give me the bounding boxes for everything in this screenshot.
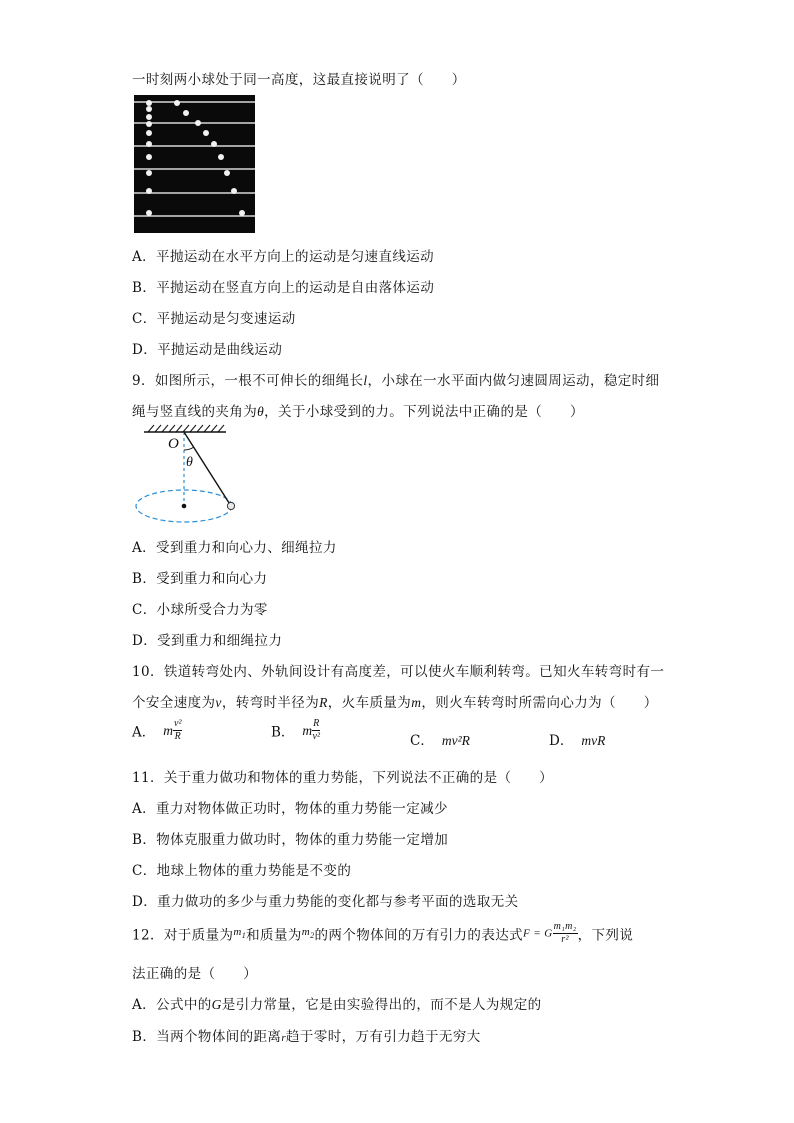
fig-label-O: O xyxy=(168,436,179,452)
q10-option-a: A． m $\frac{\text{v²}}{R}$ xyxy=(132,718,182,742)
q9-option-d: D．受到重力和细绳拉力 xyxy=(132,633,283,649)
q11-option-d: D．重力做功的多少与重力势能的变化都与参考平面的选取无关 xyxy=(132,894,519,910)
q11-option-c: C．地球上物体的重力势能是不变的 xyxy=(132,863,352,879)
q9-stem-line2: 绳与竖直线的夹角为θ，关于小球受到的力。下列说法中正确的是（ ） xyxy=(132,404,584,420)
q10-option-c: C． mv²R xyxy=(410,733,470,749)
q10-option-d: D． mvR xyxy=(549,733,606,749)
fig-label-theta: θ xyxy=(186,455,193,470)
ball xyxy=(227,502,234,509)
q12-option-b: B．当两个物体间的距离r趋于零时，万有引力趋于无穷大 xyxy=(132,1029,481,1045)
q8-option-b: B．平抛运动在竖直方向上的运动是自由落体运动 xyxy=(132,280,435,296)
q8-stem-tail: 一时刻两小球处于同一高度，这最直接说明了（ ） xyxy=(132,72,466,88)
q12-option-a: A．公式中的G是引力常量，它是由实验得出的，而不是人为规定的 xyxy=(132,997,542,1013)
q8-option-c: C．平抛运动是匀变速运动 xyxy=(132,311,296,327)
q8-option-d: D．平抛运动是曲线运动 xyxy=(132,342,283,358)
q11-option-a: A．重力对物体做正功时，物体的重力势能一定减少 xyxy=(132,801,448,817)
q9-conical-pendulum-figure xyxy=(130,424,242,528)
q9-option-b: B．受到重力和向心力 xyxy=(132,571,268,587)
angle-arc xyxy=(184,447,194,450)
q9-stem-line1: 9．如图所示，一根不可伸长的细绳长l，小球在一水平面内做匀速圆周运动，稳定时细 xyxy=(132,373,660,389)
q10-stem-line1: 10．铁道转弯处内、外轨间设计有高度差，可以使火车顺利转弯。已知火车转弯时有一 xyxy=(132,664,665,680)
q9-option-a: A．受到重力和向心力、细绳拉力 xyxy=(132,540,337,556)
q9-option-c: C．小球所受合力为零 xyxy=(132,602,268,618)
q12-stem-line1: 12．对于质量为$m_1$和质量为$m_2$的两个物体间的万有引力的表达式F = G $\frac{\text{m₁m₂}}{\text{r²}}$ ，下列说 xyxy=(132,921,634,945)
q8-option-a: A．平抛运动在水平方向上的运动是匀速直线运动 xyxy=(132,249,435,265)
q10-stem-line2: 个安全速度为v，转弯时半径为R，火车质量为m，则火车转弯时所需向心力为（ ） xyxy=(132,695,658,711)
q10-option-b: B． m $\frac{R}{\text{v²}}$ xyxy=(271,718,320,742)
q8-strobe-figure xyxy=(134,95,255,233)
q12-stem-line2: 法正确的是（ ） xyxy=(132,966,258,982)
q11-option-b: B．物体克服重力做功时，物体的重力势能一定增加 xyxy=(132,832,449,848)
ceiling-hatch xyxy=(148,425,224,432)
center-point xyxy=(182,504,187,509)
q11-stem: 11．关于重力做功和物体的重力势能，下列说法不正确的是（ ） xyxy=(132,770,554,786)
